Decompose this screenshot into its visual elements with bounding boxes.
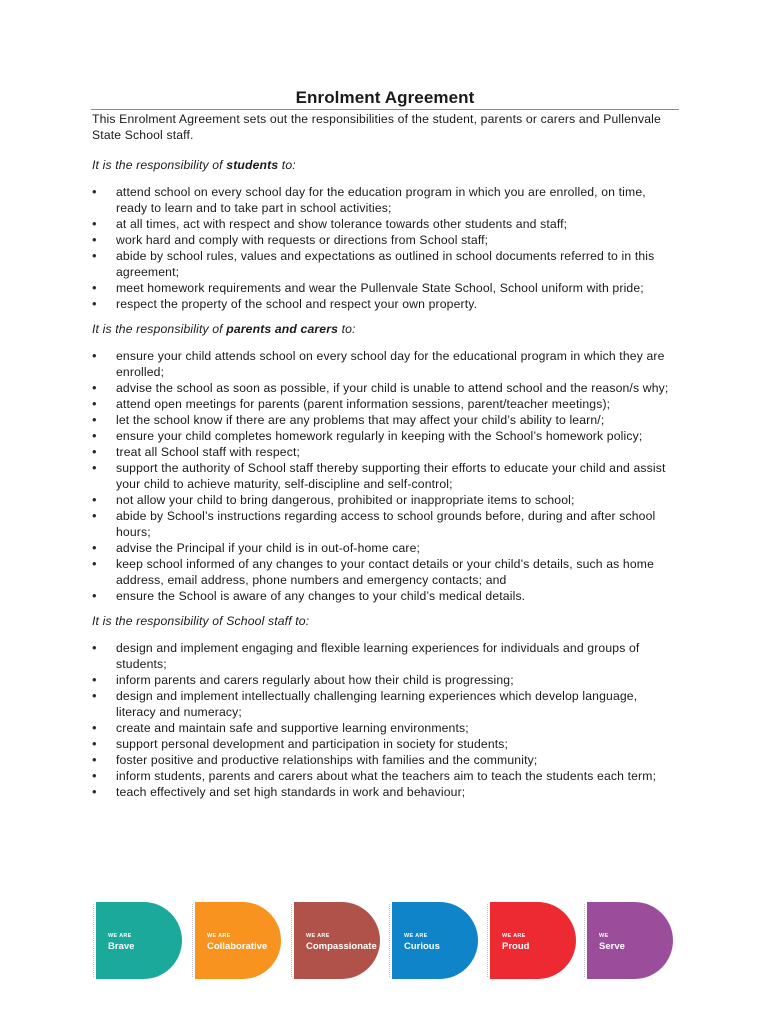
badge-label: Compassionate — [306, 941, 377, 952]
school-values-badges — [96, 902, 676, 982]
badge-label: Brave — [108, 941, 135, 952]
value-badge-compassionate — [294, 902, 380, 979]
value-badge-serve — [587, 902, 673, 979]
list-item: • create and maintain safe and supportive learning environments; — [92, 720, 680, 736]
staff-section-heading: It is the responsibility of School staff to: — [92, 614, 310, 628]
parents-section-heading: It is the responsibility of parents and carers to: — [92, 322, 356, 336]
badge-label: Curious — [404, 941, 440, 952]
badge-dotted-edge — [291, 904, 292, 977]
list-item: • advise the school as soon as possible, if your child is unable to attend school and the reason/s why; — [92, 380, 680, 396]
list-item: • abide by School’s instructions regarding access to school grounds before, during and after school hours; — [92, 508, 680, 540]
badge-prefix: WE ARE — [207, 933, 231, 939]
badge-prefix: WE — [599, 933, 609, 939]
list-item: • abide by school rules, values and expectations as outlined in school documents referred to in this agreement; — [92, 248, 680, 280]
list-item: • inform students, parents and carers about what the teachers aim to teach the students each term; — [92, 768, 680, 784]
list-item: • support personal development and participation in society for students; — [92, 736, 680, 752]
list-item: • let the school know if there are any problems that may affect your child’s ability to learn/; — [92, 412, 680, 428]
list-item: • ensure the School is aware of any changes to your child’s medical details. — [92, 588, 680, 604]
value-badge-brave — [96, 902, 182, 979]
badge-dotted-edge — [487, 904, 488, 977]
list-item: • attend open meetings for parents (parent information sessions, parent/teacher meetings); — [92, 396, 680, 412]
students-responsibilities-list — [92, 184, 680, 312]
badge-prefix: WE ARE — [306, 933, 330, 939]
staff-responsibilities-list — [92, 640, 680, 800]
list-item: • design and implement intellectually challenging learning experiences which develop language, literacy and numeracy; — [92, 688, 680, 720]
list-item: • meet homework requirements and wear the Pullenvale State School, School uniform with pride; — [92, 280, 680, 296]
badge-dotted-edge — [584, 904, 585, 977]
badge-label: Serve — [599, 941, 625, 952]
document-body — [92, 111, 680, 809]
badge-dotted-edge — [389, 904, 390, 977]
list-item: • advise the Principal if your child is in out-of-home care; — [92, 540, 680, 556]
page-title: Enrolment Agreement — [295, 88, 475, 107]
list-item: • teach effectively and set high standards in work and behaviour; — [92, 784, 680, 800]
badge-dotted-edge — [192, 904, 193, 977]
value-badge-proud — [490, 902, 576, 979]
badge-prefix: WE ARE — [502, 933, 526, 939]
value-badge-curious — [392, 902, 478, 979]
list-item: • ensure your child attends school on every school day for the educational program in which they are enrolled; — [92, 348, 680, 380]
list-item: • work hard and comply with requests or directions from School staff; — [92, 232, 680, 248]
value-badge-collaborative — [195, 902, 281, 979]
list-item: • keep school informed of any changes to your contact details or your child’s details, such as home address, email address, phone numbers and emergency contacts; and — [92, 556, 680, 588]
intro-paragraph: This Enrolment Agreement sets out the responsibilities of the student, parents or carers and Pullenvale State School staff. — [92, 112, 661, 142]
students-section-heading: It is the responsibility of students to: — [92, 158, 296, 172]
list-item: • support the authority of School staff thereby supporting their efforts to educate your child and assist your child to achieve maturity, self-discipline and self-control; — [92, 460, 680, 492]
badge-dotted-edge — [93, 904, 94, 977]
list-item: • not allow your child to bring dangerous, prohibited or inappropriate items to school; — [92, 492, 680, 508]
title-divider — [91, 109, 679, 110]
list-item: • treat all School staff with respect; — [92, 444, 680, 460]
list-item: • ensure your child completes homework regularly in keeping with the School’s homework policy; — [92, 428, 680, 444]
list-item: • inform parents and carers regularly about how their child is progressing; — [92, 672, 680, 688]
list-item: • attend school on every school day for the education program in which you are enrolled, on time, ready to learn and to take part in school activities; — [92, 184, 680, 216]
badge-prefix: WE ARE — [108, 933, 132, 939]
list-item: • respect the property of the school and respect your own property. — [92, 296, 680, 312]
badge-prefix: WE ARE — [404, 933, 428, 939]
list-item: • design and implement engaging and flexible learning experiences for individuals and groups of students; — [92, 640, 680, 672]
parents-responsibilities-list — [92, 348, 680, 604]
badge-label: Collaborative — [207, 941, 268, 952]
list-item: • foster positive and productive relationships with families and the community; — [92, 752, 680, 768]
badge-label: Proud — [502, 941, 530, 952]
list-item: • at all times, act with respect and show tolerance towards other students and staff; — [92, 216, 680, 232]
